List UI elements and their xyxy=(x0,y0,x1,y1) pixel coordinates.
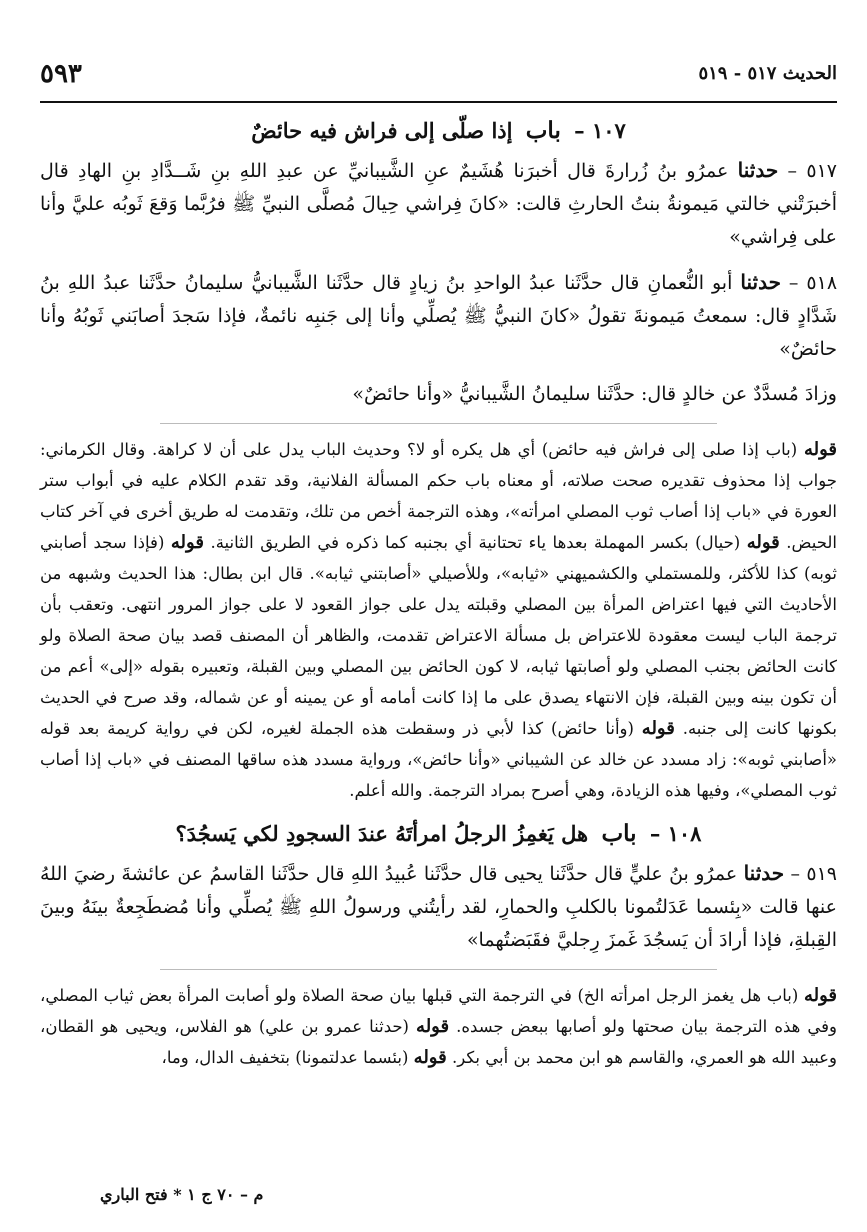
qawl-lead: قوله xyxy=(746,532,780,553)
hadith-518 xyxy=(40,266,837,366)
chapter-bab: باب xyxy=(525,117,561,144)
hadith-lead: حدثنا xyxy=(740,270,781,294)
chapter-number: ١٠٨ – xyxy=(649,821,702,846)
running-title: الحديث ٥١٧ - ٥١٩ xyxy=(698,63,837,84)
commentary-text: (حدثنا عمرو بن علي) هو الفلاس، ويحيى هو القطان، وعبيد الله هو العمري، والقاسم هو ابن محمد بن أبي بكر. xyxy=(40,1017,837,1067)
document-page xyxy=(40,55,837,1081)
hadith-number: ٥١٧ – xyxy=(787,160,837,182)
hadith-number: ٥١٩ – xyxy=(790,863,837,885)
hadith-518-addition: وزادَ مُسدَّدٌ عن خالدٍ قال: حدَّثَنا سليمانُ الشَّيبانيُّ «وأنا حائضٌ» xyxy=(352,383,837,405)
hadith-lead: حدثنا xyxy=(743,861,785,885)
qawl-lead: قوله xyxy=(413,1047,447,1068)
commentary-text: (فإذا سجد أصابني ثوبه) كذا للأكثر، وللمستملي والكشميهني «ثيابه»، وللأصيلي «أصابتني ثيابه». قال ابن بطال: هذا الحديث وشبهه من الأحاديث التي فيها اعتراض المرأة بين المصلي وقبلته يدل على جواز القعود لا على جواز المرور انتهى. وتعقب بأن ترجمة الباب ليست معقودة للاعتراض بل مسألة الاعتراض تقدمت، والظاهر أن المصنف قصد بيان صحة الصلاة ولو كانت الحائض بجنب المصلي ولو أصابتها ثيابه، لا كون الحائض بين المصلي وبين القبلة، وتعبيره بقوله «إلى» أعم من أن تكون بينه وبين القبلة، فإن الانتهاء يصدق على ما إذا كانت أمامه أو عن يمينه أو عن شماله، وقد صرح في الحديث بكونها كانت إلى جنبه. xyxy=(40,533,837,738)
header-rule xyxy=(40,101,837,103)
commentary-text: (بئسما عدلتمونا) بتخفيف الدال، وما، xyxy=(161,1048,409,1067)
page-number: ٥٩٣ xyxy=(40,59,82,89)
qawl-lead: قوله xyxy=(803,985,837,1006)
section-divider xyxy=(160,423,717,424)
commentary-text: (باب إذا صلى إلى فراش فيه حائض) أي هل يكره أو لا؟ وحديث الباب يدل على أن لا كراهة. وقال الكرماني: جواب إذا محذوف تقديره صحت صلاته، أو معناه باب حكم المسألة الفلانية، وقد تقدم الكلام عليه في أبواب ستر العورة في «باب إذا أصاب ثوب المصلي امرأته»، وهذه الترجمة أخص من تلك، وتقدمت له طريق أخرى في آخر كتاب الحيض. xyxy=(40,440,837,552)
chapter-bab: باب xyxy=(601,820,637,847)
commentary-text: (باب هل يغمز الرجل امرأته الخ) في الترجمة التي قبلها بيان صحة الصلاة ولو أصابت المرأة بعض ثياب المصلي، وفي هذه الترجمة بيان صحتها ولو أصابها ببعض جسده. xyxy=(40,986,837,1036)
signature-mark: م – ٧٠ ج ١ * فتح الباري xyxy=(100,1185,264,1204)
commentary-paragraph xyxy=(40,434,837,806)
qawl-lead: قوله xyxy=(170,532,204,553)
hadith-517 xyxy=(40,154,837,254)
chapter-heading-107 xyxy=(40,117,837,144)
qawl-lead: قوله xyxy=(416,1016,450,1037)
hadith-519 xyxy=(40,857,837,957)
commentary-text: (وأنا حائض) كذا لأبي ذر وسقطت هذه الجملة لغيره، لكن في رواية كريمة بعد قوله «أصابني ثوبه»: زاد مسدد عن خالد عن الشيباني «وأنا حائض»، ورواية مسدد هذه ساقها المصنف في «باب إذا أصاب ثوب المصلي»، وفيها هذه الزيادة، وهي أصرح بمراد الترجمة. والله أعلم. xyxy=(40,719,837,800)
hadith-text: عمرُو بنُ عليٍّ قال حدَّثَنا يحيى قال حدَّثَنا عُبيدُ اللهِ قال حدَّثَنا القاسمُ عن عائشةَ رضيَ اللهُ عنها قالت «بِئسما عَدَلتُمونا بالكلبِ والحمارِ، لقد رأيتُني ورسولُ اللهِ ﷺ يُصلِّي وأنا مُضطَجِعةٌ بينَهُ وبينَ القِبلةِ، فإذا أرادَ أن يَسجُدَ غَمزَ رِجليَّ فقَبَضتُهما» xyxy=(40,863,837,951)
section-divider xyxy=(160,969,717,970)
chapter-heading-108 xyxy=(40,820,837,847)
hadith-lead: حدثنا xyxy=(737,158,779,182)
chapter-title: إذا صلّى إلى فراش فيه حائضٌ xyxy=(251,118,513,143)
hadith-number: ٥١٨ – xyxy=(788,272,838,294)
hadith-text: عمرُو بنُ زُرارةَ قال أخبرَنا هُشَيمٌ عنِ الشَّيبانيِّ عن عبدِ اللهِ بنِ شَــدَّادِ بنِ الهادِ قال أخبرَتْني خالتي مَيمونةُ بنتُ الحارثِ قالت: «كانَ فِراشي حِيالَ مُصلَّى النبيِّ ﷺ فرُبَّما وَقعَ ثَوبُه عليَّ وأنا على فِراشي» xyxy=(40,160,837,248)
qawl-lead: قوله xyxy=(641,718,675,739)
chapter-number: ١٠٧ – xyxy=(574,118,626,143)
page-header xyxy=(40,55,837,95)
qawl-lead: قوله xyxy=(803,439,838,460)
commentary-paragraph xyxy=(40,980,837,1073)
chapter-title: هل يَغمِزُ الرجلُ امرأتَهُ عندَ السجودِ لكي يَسجُدَ؟ xyxy=(175,821,589,846)
hadith-text: أبو النُّعمانِ قال حدَّثَنا عبدُ الواحدِ بنُ زيادٍ قال حدَّثَنا الشَّيبانيُّ سليمانُ حدَّثَنا عبدُ اللهِ بنُ شَدَّادٍ قال: سمعتُ مَيمونةَ تقولُ «كانَ النبيُّ ﷺ يُصلِّي وأنا إلى جَنبِه نائمةٌ، فإذا سَجدَ أصابَني ثَوبُهُ وأنا حائضٌ» xyxy=(40,272,837,360)
commentary-text: (حيال) بكسر المهملة بعدها ياء تحتانية أي بجنبه كما ذكره في الطريق الثانية. xyxy=(210,533,741,552)
